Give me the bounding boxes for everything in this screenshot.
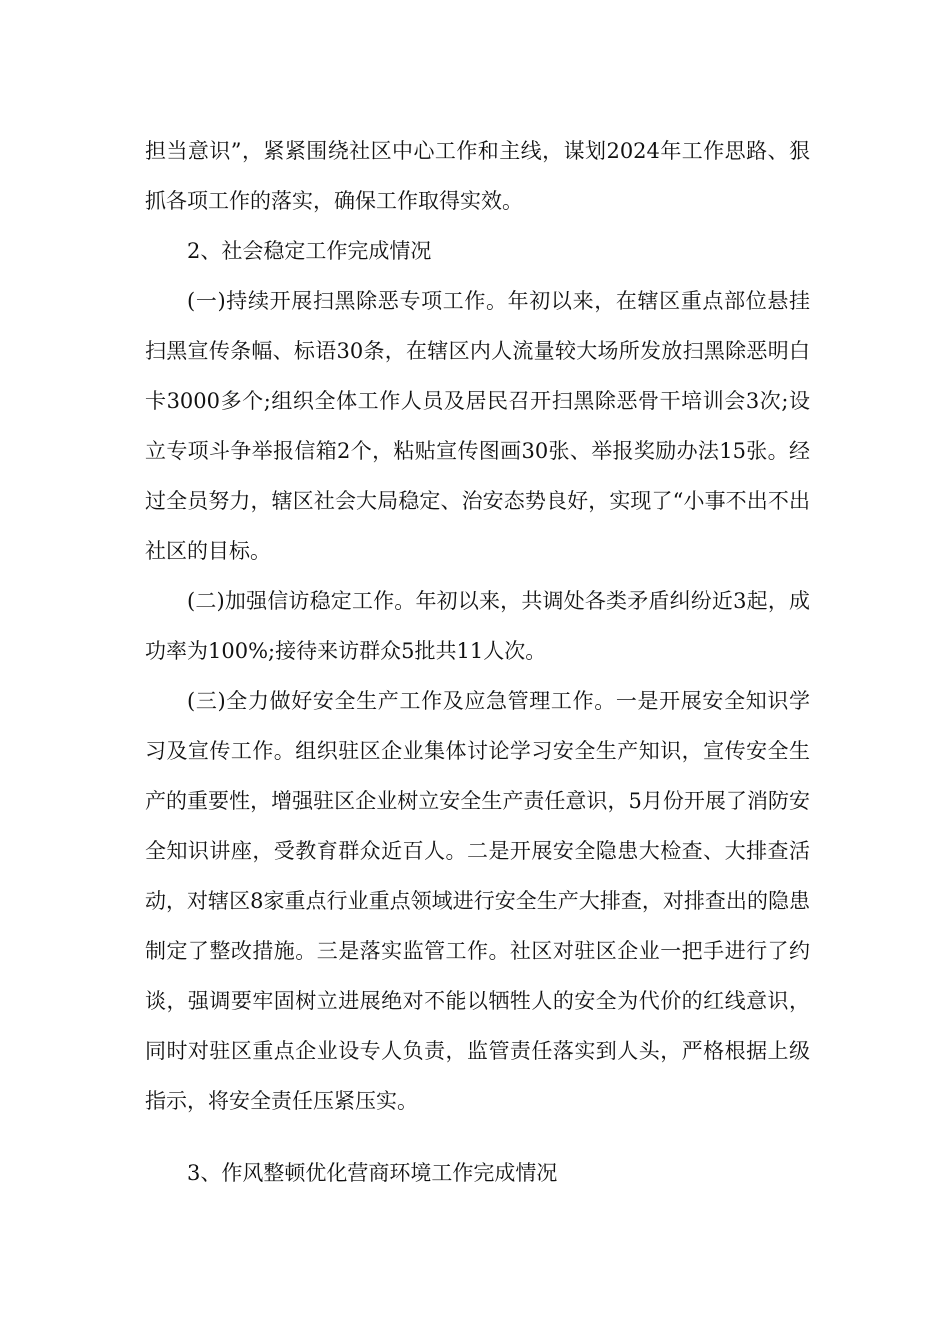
paragraph-anti-crime: (一)持续开展扫黑除恶专项工作。年初以来，在辖区重点部位悬挂扫黑宣传条幅、标语30条，在辖区内人流量较大场所发放扫黑除恶明白卡3000多个;组织全体工作人员及居民召开扫黑除恶骨干培训会3次;设立专项斗争举报信箱2个，粘贴宣传图画30张、举报奖励办法15张。经过全员努力，辖区社会大局稳定、治安态势良好，实现了“小事不出不出社区的目标。	[145, 289, 810, 563]
paragraph-safety: (三)全力做好安全生产工作及应急管理工作。一是开展安全知识学习及宣传工作。组织驻区企业集体讨论学习安全生产知识，宣传安全生产的重要性，增强驻区企业树立安全生产责任意识，5月份开展了消防安全知识讲座，受教育群众近百人。二是开展安全隐患大检查、大排查活动，对辖区8家重点行业重点领域进行安全生产大排查，对排查出的隐患制定了整改措施。三是落实监管工作。社区对驻区企业一把手进行了约谈，强调要牢固树立进展绝对不能以牺牲人的安全为代价的红线意识，同时对驻区重点企业设专人负责，监管责任落实到人头，严格根据上级指示，将安全责任压紧压实。	[145, 689, 810, 1113]
paragraph-petition: (二)加强信访稳定工作。年初以来，共调处各类矛盾纠纷近3起，成功率为100%;接待来访群众5批共11人次。	[145, 589, 810, 663]
paragraph-1: 担当意识”，紧紧围绕社区中心工作和主线，谋划2024年工作思路、狠抓各项工作的落实，确保工作取得实效。	[145, 139, 810, 213]
document-body	[145, 126, 810, 1198]
section-heading-2: 2、社会稳定工作完成情况	[187, 239, 432, 263]
section-heading-3: 3、作风整顿优化营商环境工作完成情况	[187, 1161, 558, 1185]
